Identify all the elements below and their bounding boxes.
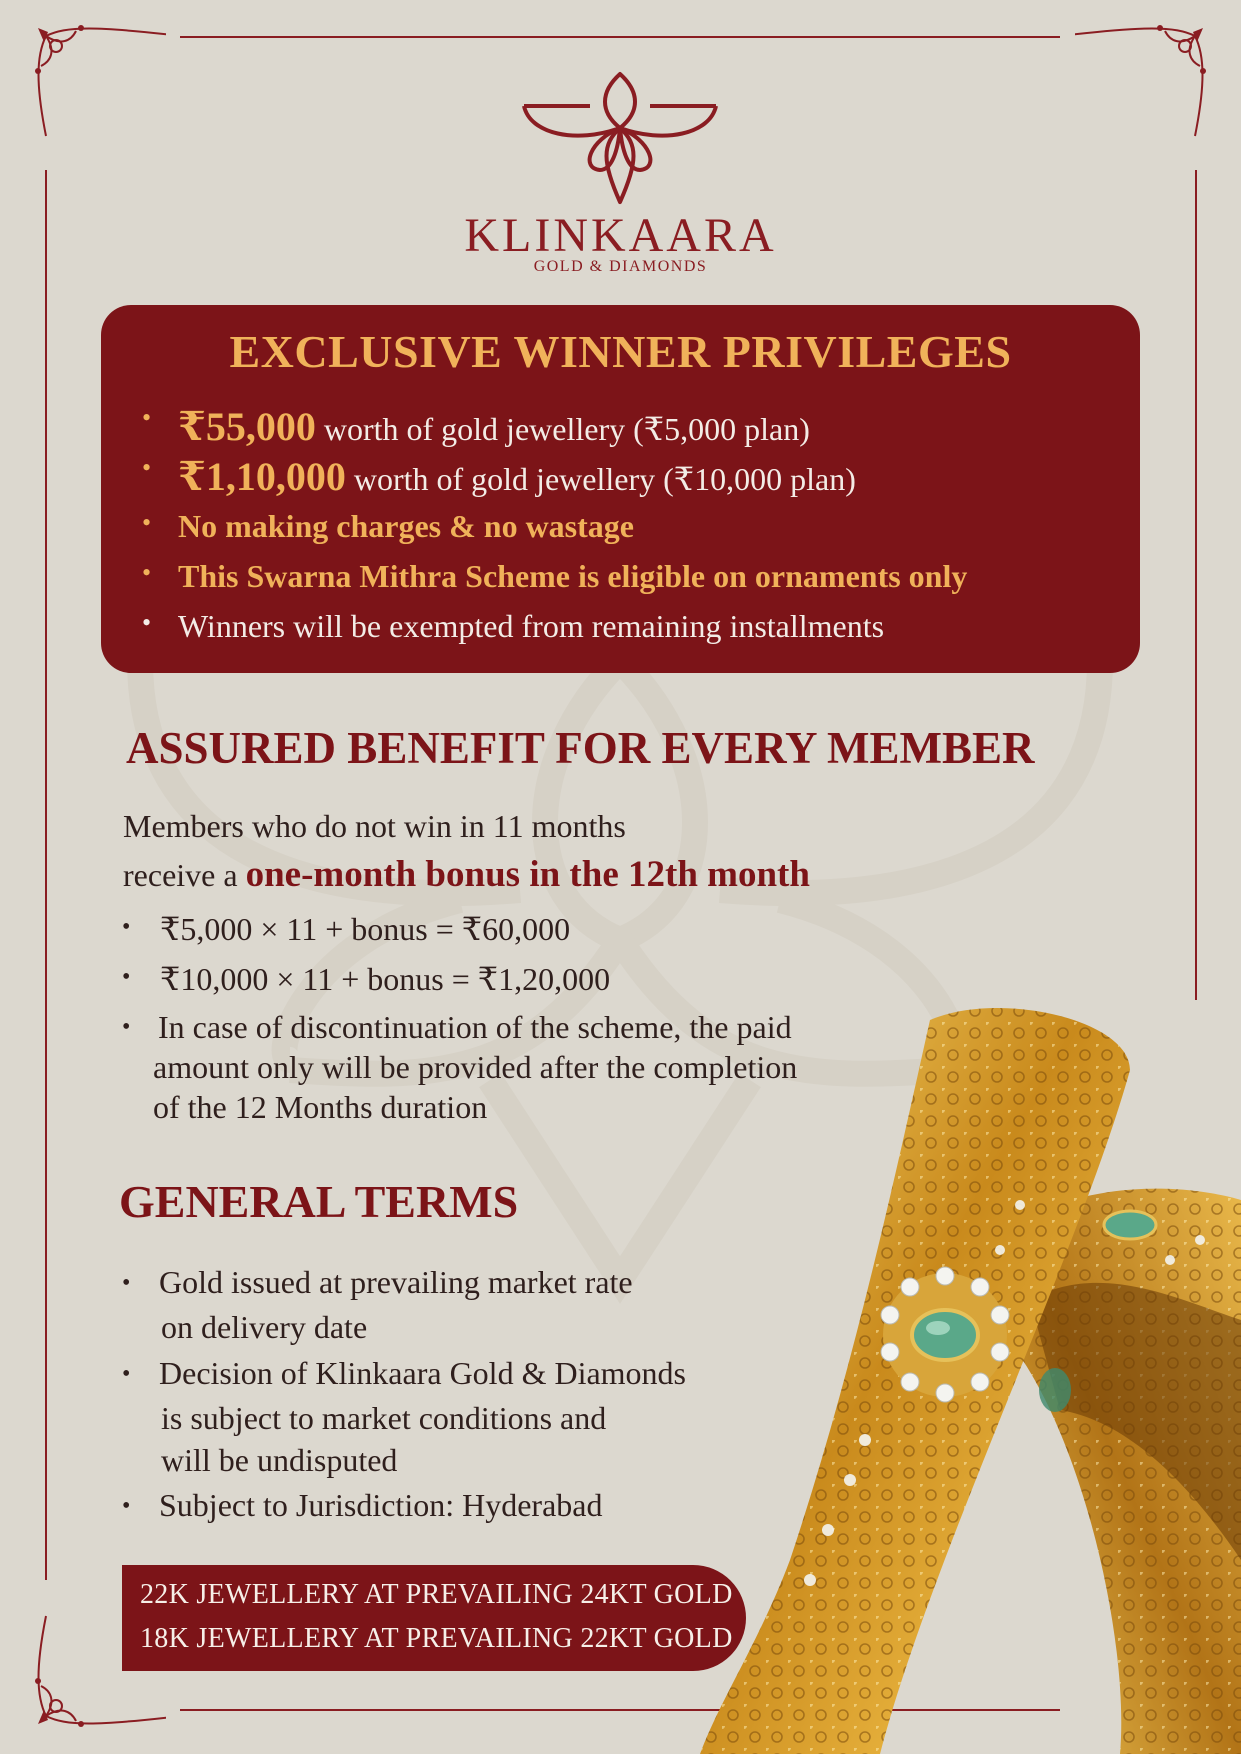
frame-right-line xyxy=(1195,170,1197,1000)
discontinuation-line-2: amount only will be provided after the completion xyxy=(153,1049,798,1085)
term-line: is subject to market conditions and xyxy=(161,1400,607,1436)
privilege-text: This Swarna Mithra Scheme is eligible on ornaments only xyxy=(178,558,968,594)
bullet-icon: • xyxy=(122,964,131,990)
winner-privileges-panel xyxy=(101,305,1140,673)
privilege-item xyxy=(142,453,856,500)
term-line: Gold issued at prevailing market rate xyxy=(159,1264,633,1300)
brand-tagline: GOLD & DIAMONDS xyxy=(533,258,708,275)
discontinuation-line-3: of the 12 Months duration xyxy=(153,1089,488,1125)
discontinuation-line-1: In case of discontinuation of the scheme, the paid xyxy=(158,1009,792,1045)
term-line: Decision of Klinkaara Gold & Diamonds xyxy=(159,1355,686,1391)
assured-intro-line-1: Members who do not win in 11 months xyxy=(123,808,626,844)
privilege-amount: ₹55,000 xyxy=(178,404,316,449)
bullet-icon: • xyxy=(142,508,152,537)
privilege-item xyxy=(142,508,634,545)
privilege-item xyxy=(142,403,810,450)
privilege-text: Winners will be exempted from remaining installments xyxy=(178,608,885,644)
bullet-icon: • xyxy=(122,914,131,940)
benefit-calc-5000: ₹5,000 × 11 + bonus = ₹60,000 xyxy=(160,911,571,947)
bullet-icon: • xyxy=(122,1361,131,1387)
bonus-highlight: one-month bonus in the 12th month xyxy=(245,854,810,895)
general-terms-title: GENERAL TERMS xyxy=(119,1176,519,1227)
bullet-icon: • xyxy=(142,403,152,432)
gold-bangles-image xyxy=(700,1000,1241,1754)
assured-benefit-title: ASSURED BENEFIT FOR EVERY MEMBER xyxy=(126,723,1035,773)
gold-rates-banner xyxy=(122,1565,746,1671)
rate-line-18k: 18K JEWELLERY AT PREVAILING 22KT GOLD xyxy=(140,1623,733,1654)
lotus-icon xyxy=(520,70,720,210)
privilege-amount: ₹1,10,000 xyxy=(178,454,346,499)
bullet-icon: • xyxy=(142,558,152,587)
corner-ornament-top-left-icon xyxy=(26,16,166,146)
privilege-text: worth of gold jewellery (₹10,000 plan) xyxy=(345,461,856,497)
term-line: will be undisputed xyxy=(161,1442,398,1478)
assured-intro-prefix: receive a xyxy=(123,857,246,893)
bullet-icon: • xyxy=(122,1493,131,1519)
privilege-item xyxy=(142,608,885,645)
rate-line-22k: 22K JEWELLERY AT PREVAILING 24KT GOLD xyxy=(140,1579,733,1610)
privilege-text: worth of gold jewellery (₹5,000 plan) xyxy=(315,411,810,447)
term-line: on delivery date xyxy=(161,1309,368,1345)
frame-top-line xyxy=(180,36,1060,38)
benefit-calc-10000: ₹10,000 × 11 + bonus = ₹1,20,000 xyxy=(160,961,611,997)
bullet-icon: • xyxy=(122,1270,131,1296)
privilege-text: No making charges & no wastage xyxy=(178,508,634,544)
privileges-title: EXCLUSIVE WINNER PRIVILEGES xyxy=(229,326,1012,377)
term-line: Subject to Jurisdiction: Hyderabad xyxy=(159,1487,603,1523)
frame-left-line xyxy=(45,170,47,1580)
assured-intro-line-2 xyxy=(123,853,810,896)
bullet-icon: • xyxy=(122,1014,131,1040)
brand-name: KLINKAARA xyxy=(464,209,777,262)
bullet-icon: • xyxy=(142,608,152,637)
corner-ornament-top-right-icon xyxy=(1075,16,1215,146)
bullet-icon: • xyxy=(142,453,152,482)
privilege-item xyxy=(142,558,968,595)
